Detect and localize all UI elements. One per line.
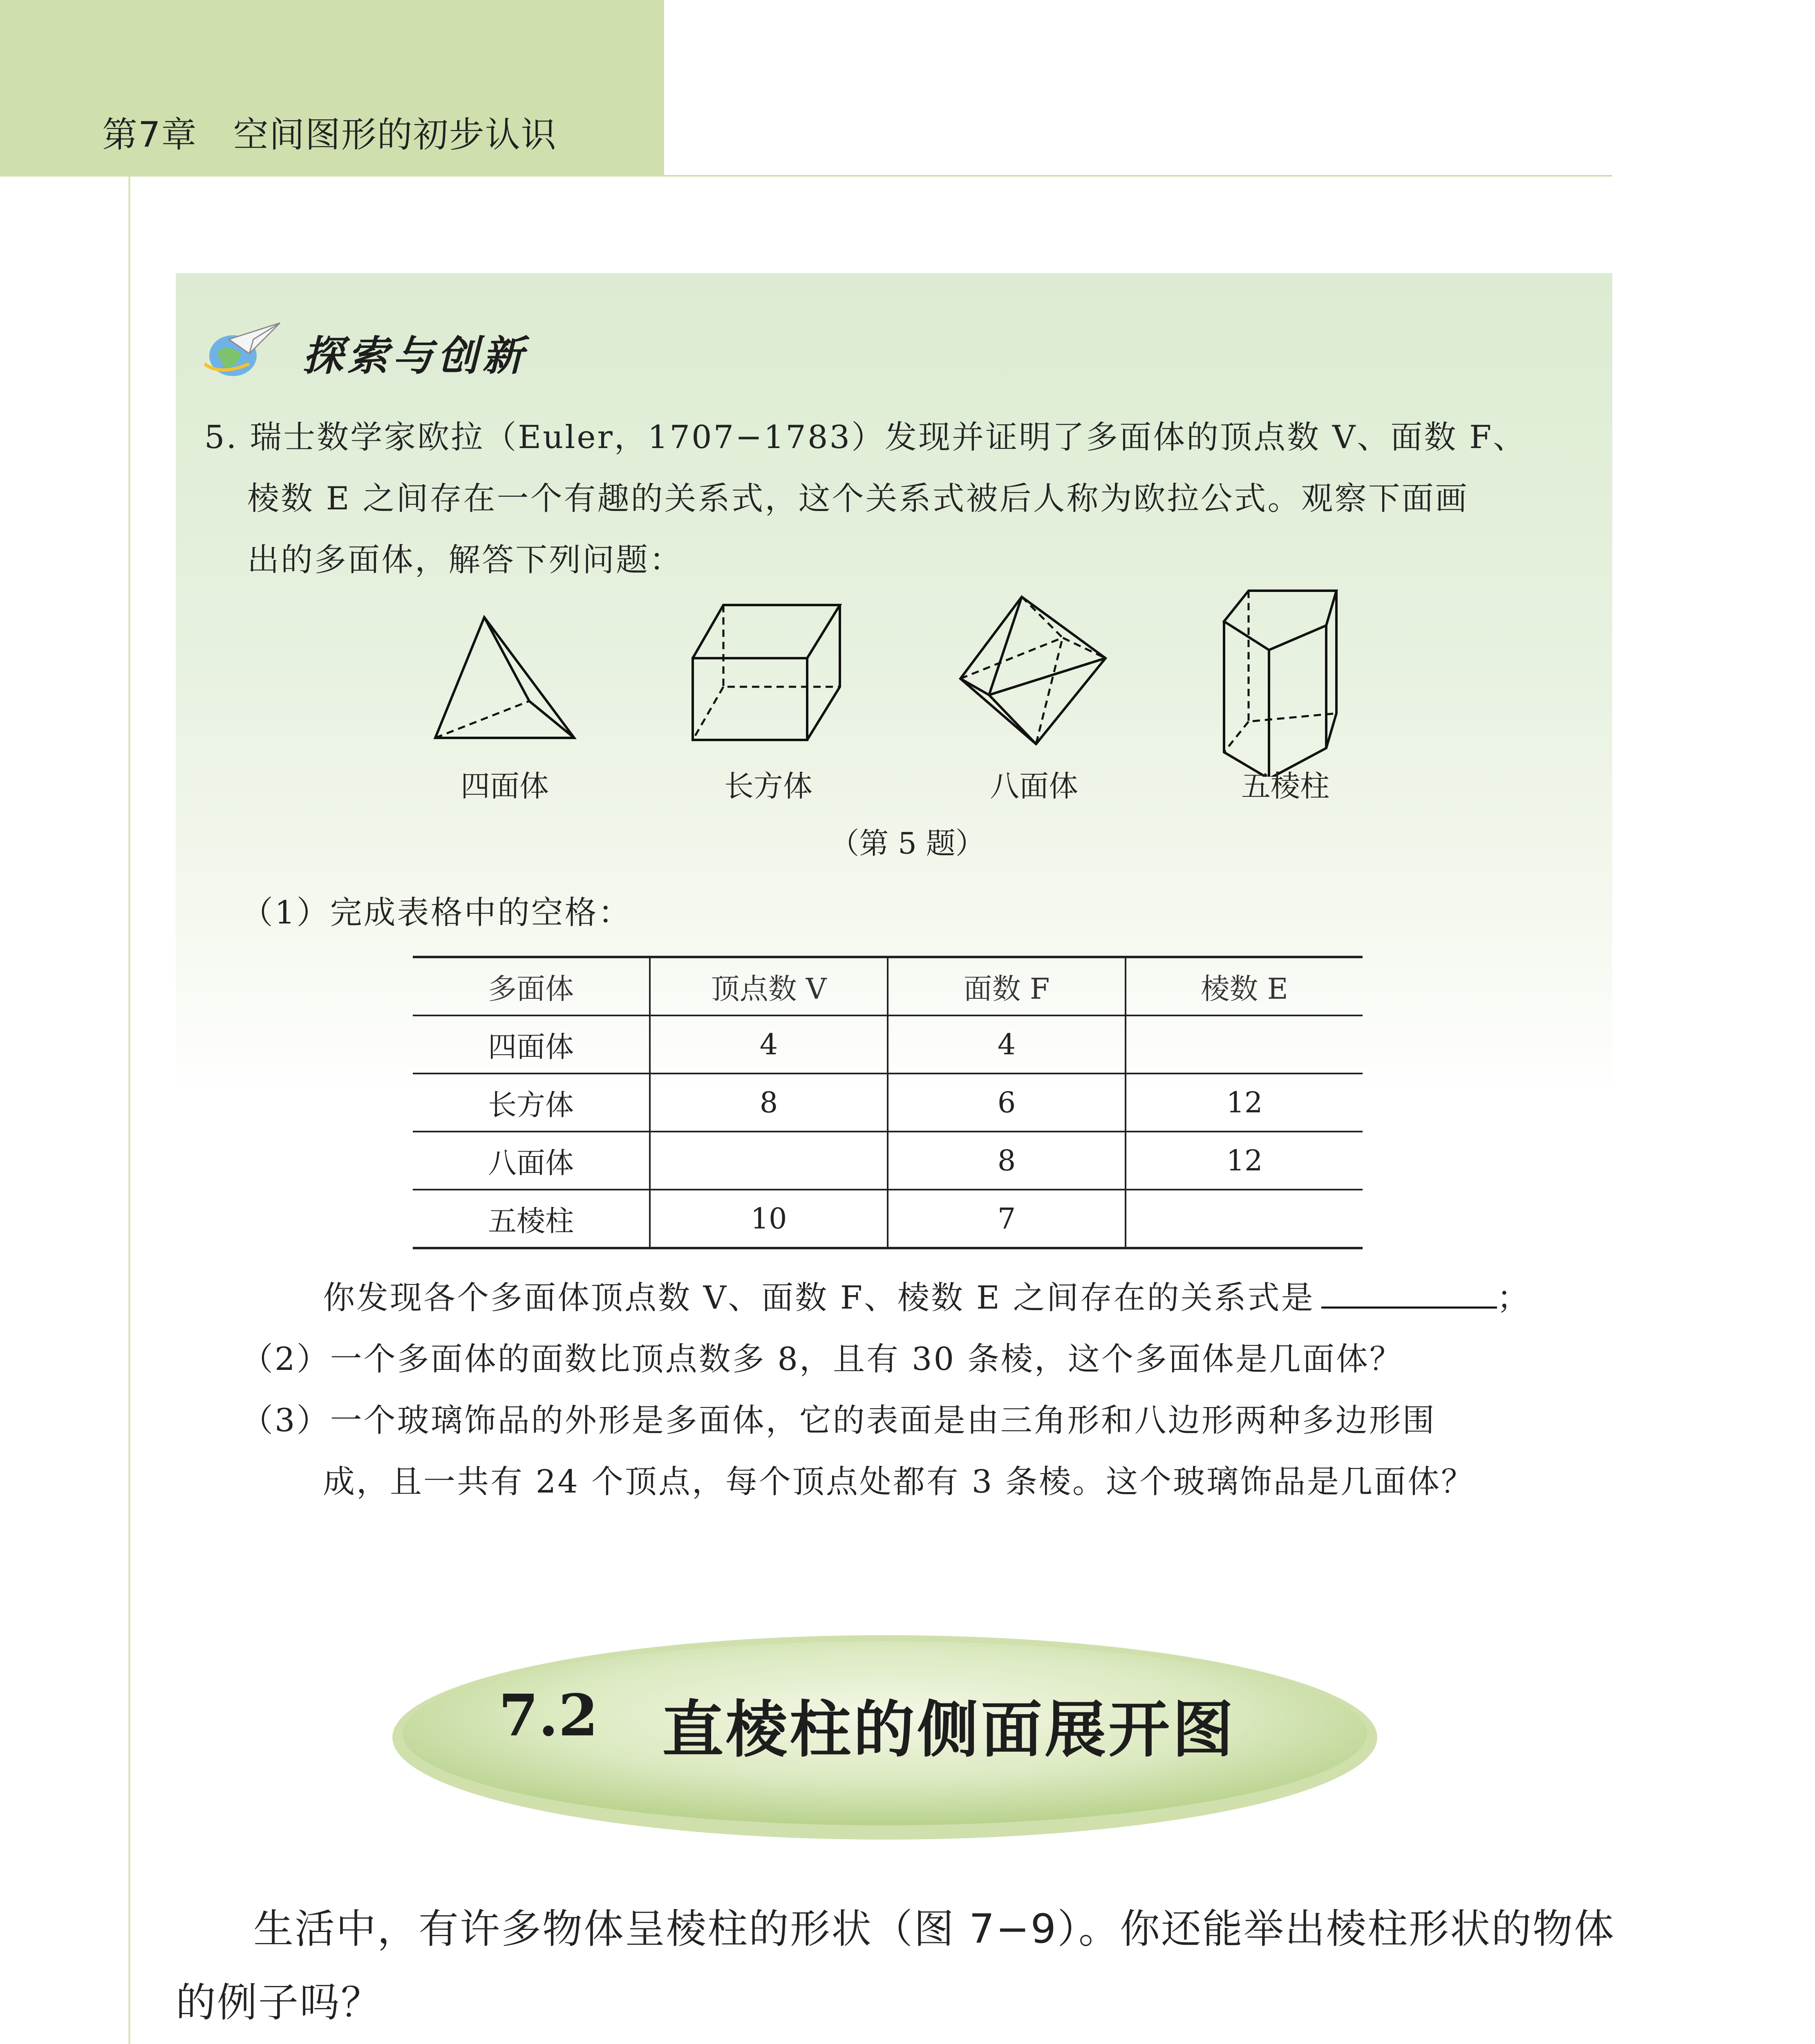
- polyhedra-figure: [0, 0, 1815, 777]
- table-header-cell: 顶点数 V: [650, 957, 888, 1015]
- table-cell: [1126, 1190, 1363, 1248]
- answer-blank: [1321, 1278, 1497, 1309]
- question-1-prompt: （1）完成表格中的空格：: [241, 894, 632, 931]
- table-cell: [650, 1132, 888, 1190]
- intro-line-1: 生活中，有许多物体呈棱柱的形状（图 7−9）。你还能举出棱柱形状的物体: [253, 1906, 1615, 1952]
- question-3-line-1: （3）一个玻璃饰品的外形是多面体，它的表面是由三角形和八边形两种多边形围: [241, 1402, 1436, 1439]
- table-row: [413, 1074, 1363, 1132]
- pentagonal-prism-label: 五棱柱: [1241, 769, 1329, 803]
- relation-question: [323, 1267, 1531, 1329]
- table-cell: 4: [888, 1015, 1126, 1074]
- table-cell: 长方体: [413, 1074, 650, 1132]
- tetrahedron-label: 四面体: [460, 769, 549, 803]
- table-cell: 10: [650, 1190, 888, 1248]
- table-cell: 4: [650, 1015, 888, 1074]
- intro-line-2: 的例子吗？: [176, 1979, 383, 2026]
- table-row: [413, 1015, 1363, 1074]
- table-cell: 八面体: [413, 1132, 650, 1190]
- section-title: 直棱柱的侧面展开图: [662, 1694, 1236, 1766]
- table-cell: 五棱柱: [413, 1190, 650, 1248]
- table-cell: 7: [888, 1190, 1126, 1248]
- table-header-row: [413, 957, 1363, 1015]
- table-cell: 12: [1126, 1074, 1363, 1132]
- cuboid-drawing: [693, 605, 840, 740]
- cuboid-label: 长方体: [724, 769, 812, 803]
- polyhedron-table: [413, 956, 1363, 1249]
- relation-end: ；: [1497, 1280, 1531, 1316]
- relation-text: 你发现各个多面体顶点数 V、面数 F、棱数 E 之间存在的关系式是: [323, 1280, 1315, 1316]
- table-cell: 8: [650, 1074, 888, 1132]
- section-number: 7.2: [499, 1682, 598, 1749]
- table-row: [413, 1190, 1363, 1248]
- question-3-line-2: 成，且一共有 24 个顶点，每个顶点处都有 3 条棱。这个玻璃饰品是几面体？: [323, 1464, 1475, 1500]
- table-cell: 12: [1126, 1132, 1363, 1190]
- pentagonal-prism-drawing: [1224, 591, 1336, 777]
- explore-title: 探索与创新: [302, 332, 527, 380]
- table-row: [413, 1132, 1363, 1190]
- table-header-cell: 棱数 E: [1126, 957, 1363, 1015]
- table-header-cell: 多面体: [413, 957, 650, 1015]
- table-cell: 8: [888, 1132, 1126, 1190]
- octahedron-drawing: [960, 597, 1106, 744]
- table-cell: 四面体: [413, 1015, 650, 1074]
- figure-caption: （第 5 题）: [830, 826, 985, 861]
- octahedron-label: 八面体: [989, 769, 1078, 803]
- question-5-line-3: 出的多面体，解答下列问题：: [247, 542, 683, 578]
- table-cell: 6: [888, 1074, 1126, 1132]
- table-header-cell: 面数 F: [888, 957, 1126, 1015]
- question-5-line-1: 5. 瑞士数学家欧拉（Euler，1707−1783）发现并证明了多面体的顶点数 V、面数 F、: [204, 419, 1527, 456]
- chapter-title: 第7章 空间图形的初步认识: [102, 114, 557, 155]
- question-2: （2）一个多面体的面数比顶点数多 8，且有 30 条棱，这个多面体是几面体？: [241, 1341, 1403, 1378]
- table-cell: [1126, 1015, 1363, 1074]
- tetrahedron-drawing: [435, 617, 574, 738]
- question-5-line-2: 棱数 E 之间存在一个有趣的关系式，这个关系式被后人称为欧拉公式。观察下面画: [247, 480, 1469, 517]
